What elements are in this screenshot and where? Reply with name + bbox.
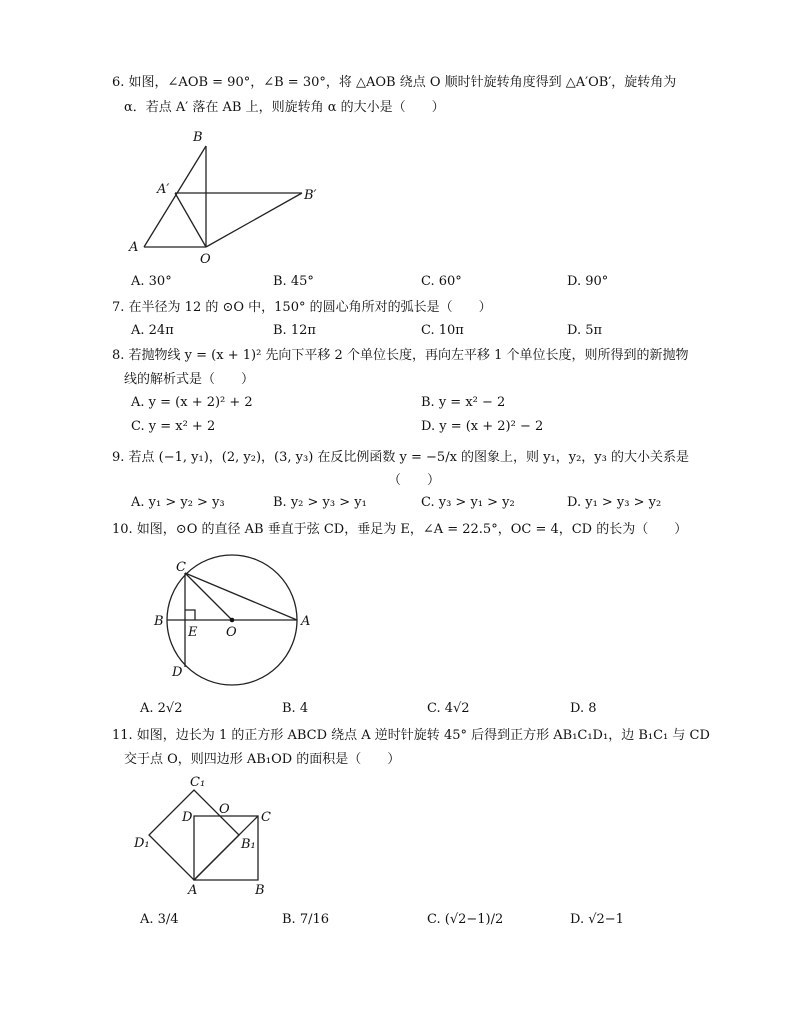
q10-label-D: D (172, 665, 183, 680)
q9-option-c[interactable]: C. y₃ > y₁ > y₂ (421, 495, 515, 510)
q6-option-a[interactable]: A. 30° (131, 274, 172, 289)
q7-stem: 7. 在半径为 12 的 ⊙O 中，150° 的圆心角所对的弧长是（ ） (112, 300, 492, 315)
q7-option-d[interactable]: D. 5π (567, 323, 603, 338)
q6-stem-line1: 6. 如图，∠AOB = 90°，∠B = 30°，将 △AOB 绕点 O 顺时针旋转角度得到 △A′OB′，旋转角为 (112, 75, 677, 90)
q6-figure (120, 126, 330, 266)
q6-label-B: B (193, 130, 203, 145)
q9-option-d[interactable]: D. y₁ > y₃ > y₂ (567, 495, 662, 510)
q11-figure (130, 772, 290, 902)
q10-option-d[interactable]: D. 8 (570, 701, 597, 716)
q6-label-A: A (129, 240, 139, 255)
q11-label-B: B (255, 883, 265, 898)
q11-label-O: O (219, 802, 230, 817)
q9-option-b[interactable]: B. y₂ > y₃ > y₁ (273, 495, 367, 510)
q6-label-A1: A′ (157, 182, 170, 197)
q9-stem-line2: （ ） (388, 473, 441, 488)
q7-option-a[interactable]: A. 24π (131, 323, 174, 338)
q11-option-b[interactable]: B. 7/16 (282, 912, 330, 927)
q11-label-D1: D₁ (134, 836, 150, 851)
q9-stem-line1: 9. 若点 (−1, y₁)，(2, y₂)，(3, y₃) 在反比例函数 y = −5/x 的图象上，则 y₁，y₂，y₃ 的大小关系是 (112, 450, 689, 465)
q7-option-c[interactable]: C. 10π (421, 323, 464, 338)
q10-label-A: A (301, 614, 311, 629)
q11-stem-line2: 交于点 O，则四边形 AB₁OD 的面积是（ ） (124, 752, 401, 767)
q6-option-d[interactable]: D. 90° (567, 274, 609, 289)
q10-option-c[interactable]: C. 4√2 (427, 701, 470, 716)
q10-option-b[interactable]: B. 4 (282, 701, 309, 716)
q10-label-B: B (154, 614, 164, 629)
q9-option-a[interactable]: A. y₁ > y₂ > y₃ (131, 495, 225, 510)
q6-option-b[interactable]: B. 45° (273, 274, 314, 289)
q8-option-c[interactable]: C. y = x² + 2 (131, 419, 216, 434)
q6-stem-line2: α．若点 A′ 落在 AB 上，则旋转角 α 的大小是（ ） (124, 100, 445, 115)
q10-option-a[interactable]: A. 2√2 (140, 701, 183, 716)
q6-label-B1: B′ (304, 188, 317, 203)
q11-label-D: D (182, 810, 193, 825)
q8-stem-line1: 8. 若抛物线 y = (x + 1)² 先向下平移 2 个单位长度，再向左平移 1 个单位长度，则所得到的新抛物 (112, 348, 689, 363)
q8-option-a[interactable]: A. y = (x + 2)² + 2 (131, 395, 253, 410)
q11-option-c[interactable]: C. (√2−1)/2 (427, 912, 504, 927)
q6-label-O: O (200, 252, 211, 266)
q7-option-b[interactable]: B. 12π (273, 323, 316, 338)
q11-label-C1: C₁ (190, 775, 206, 790)
q8-option-d[interactable]: D. y = (x + 2)² − 2 (421, 419, 544, 434)
q11-label-A: A (188, 883, 198, 898)
q10-label-E: E (188, 625, 198, 640)
q8-option-b[interactable]: B. y = x² − 2 (421, 395, 506, 410)
q10-label-O: O (226, 625, 237, 640)
q8-stem-line2: 线的解析式是（ ） (124, 372, 255, 387)
q10-stem: 10. 如图，⊙O 的直径 AB 垂直于弦 CD，垂足为 E，∠A = 22.5°，OC = 4，CD 的长为（ ） (112, 522, 688, 537)
q6-option-c[interactable]: C. 60° (421, 274, 462, 289)
q10-label-C: C (176, 560, 186, 575)
q11-stem-line1: 11. 如图，边长为 1 的正方形 ABCD 绕点 A 逆时针旋转 45° 后得到正方形 AB₁C₁D₁，边 B₁C₁ 与 CD (112, 728, 710, 743)
q11-option-d[interactable]: D. √2−1 (570, 912, 624, 927)
q10-figure (150, 552, 320, 692)
q11-option-a[interactable]: A. 3/4 (140, 912, 179, 927)
q11-label-B1: B₁ (241, 837, 256, 852)
q11-label-C: C (261, 810, 271, 825)
